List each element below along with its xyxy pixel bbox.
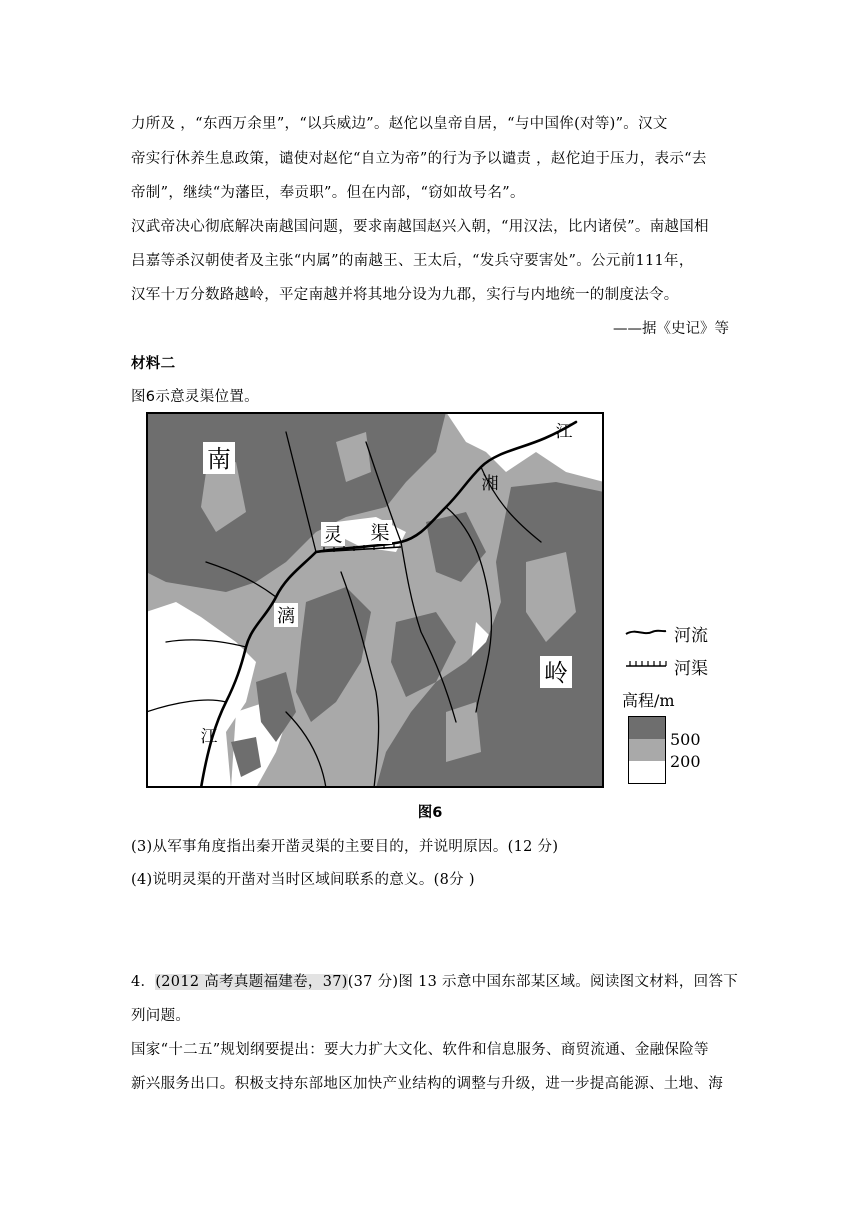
- question-3: (3)从军事角度指出秦开凿灵渠的主要目的，并说明原因。(12 分): [131, 839, 559, 855]
- figure-intro: 图6示意灵渠位置。: [131, 389, 259, 405]
- question-4: (4)说明灵渠的开凿对当时区域间联系的意义。(8分 ): [131, 872, 475, 888]
- problem-source[interactable]: (2012 高考真题福建卷，37): [155, 974, 348, 990]
- legend-level-500: 500: [670, 730, 701, 749]
- paragraph-line: 新兴服务出口。积极支持东部地区加快产业结构的调整与升级，进一步提高能源、土地、海: [131, 1076, 723, 1092]
- paragraph-line: 国家“十二五”规划纲要提出：要大力扩大文化、软件和信息服务、商贸流通、金融保险等: [131, 1042, 709, 1058]
- problem-4-cont: 列问题。: [131, 1008, 191, 1024]
- paragraph-line: 力所及 ，“东西万余里”，“以兵威边”。赵佗以皇帝自居，“与中国侔(对等)”。汉文: [131, 116, 668, 132]
- lingqu-map: [146, 412, 604, 788]
- map-label-nan: 南: [207, 445, 231, 473]
- legend-river-label: 河流: [674, 626, 708, 646]
- map-legend: [622, 618, 732, 788]
- legend-canal-label: 河渠: [674, 659, 708, 679]
- paragraph-line: 帝制”，继续“为藩臣，奉贡职”。但在内部，“窃如故号名”。: [131, 185, 525, 201]
- legend-swatch-low: [628, 761, 666, 784]
- paragraph-line: 汉军十万分数路越岭，平定南越并将其地分设为九郡，实行与内地统一的制度法令。: [131, 287, 679, 303]
- map-label-xiang: 湘: [481, 474, 499, 494]
- material-heading: 材料二: [131, 356, 176, 372]
- problem-4-line: [131, 970, 738, 991]
- legend-swatch-mid: [628, 739, 666, 762]
- problem-text: (37 分)图 13 示意中国东部某区域。阅读图文材料，回答下: [347, 974, 739, 990]
- source-attribution: ——据《史记》等: [613, 321, 729, 337]
- legend-elevation-title: 高程/m: [622, 691, 675, 710]
- paragraph-line: 汉武帝决心彻底解决南越国问题，要求南越国赵兴入朝，“用汉法，比内诸侯”。南越国相: [131, 219, 709, 235]
- paragraph-line: 吕嘉等杀汉朝使者及主张“内属”的南越王、王太后，“发兵守要害处”。公元前111年，: [131, 253, 694, 269]
- river-symbol-icon: [626, 631, 666, 634]
- map-label-jiang-bottom: 江: [200, 727, 218, 747]
- legend-symbols: [622, 620, 670, 680]
- figure-caption: 图6: [417, 805, 443, 821]
- canal-symbol-icon: [626, 661, 666, 666]
- problem-number: 4．: [131, 974, 156, 990]
- legend-swatch-high: [628, 716, 666, 740]
- map-label-li: 漓: [277, 606, 295, 627]
- legend-level-200: 200: [670, 752, 701, 771]
- map-label-qu: 渠: [370, 522, 390, 544]
- map-label-ling-mountain: 岭: [544, 659, 568, 687]
- map-label-jiang-top: 江: [555, 422, 573, 442]
- map-label-ling-canal: 灵: [323, 524, 343, 546]
- paragraph-line: 帝实行休养生息政策，谴使对赵佗“自立为帝”的行为予以谴责 ，赵佗迫于压力，表示“去: [131, 151, 707, 167]
